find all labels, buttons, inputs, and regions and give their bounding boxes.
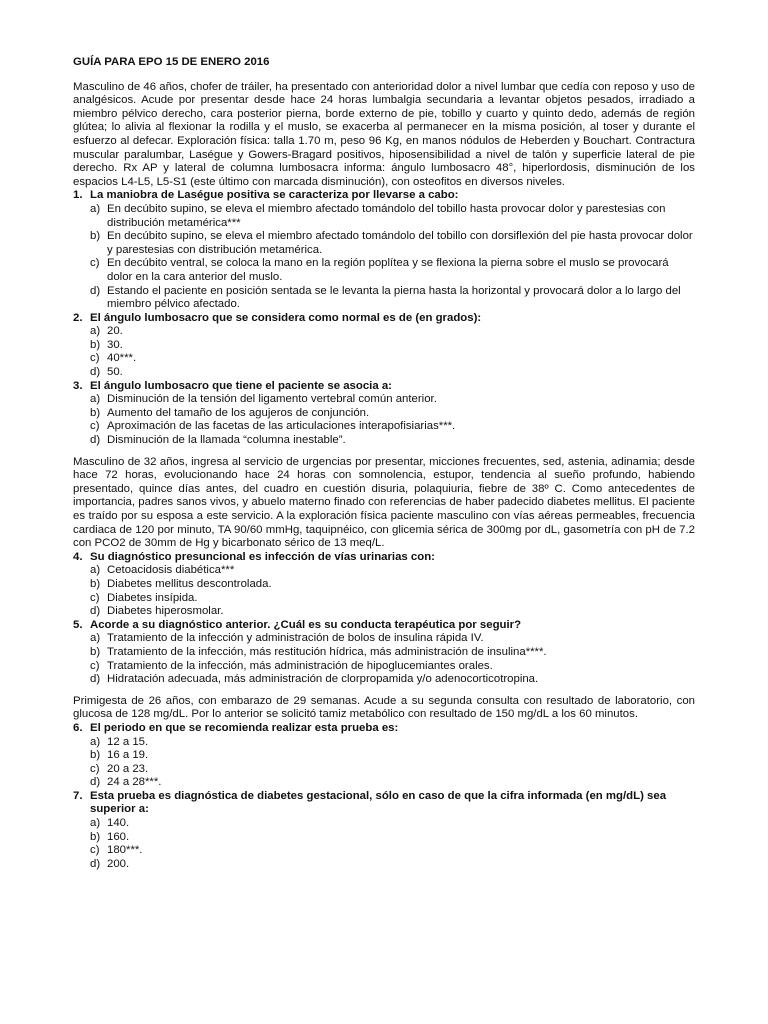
- answer-option: [90, 632, 695, 646]
- option-letter: a): [90, 632, 101, 645]
- answer-option: [90, 646, 695, 660]
- option-text: 20 a 23.: [107, 762, 149, 775]
- option-letter: b): [90, 406, 101, 419]
- answer-option: [90, 203, 695, 230]
- option-text: Tratamiento de la infección, más administración de hipoglucemiantes orales.: [107, 659, 493, 672]
- option-text: Cetoacidosis diabética***: [107, 564, 235, 577]
- option-text: En decúbito supino, se eleva el miembro afectado tomándolo del tobillo con dorsiflexión del pie hasta provocar dolor y parestesias con distribución metamérica.: [107, 230, 693, 256]
- answer-option: [90, 420, 695, 434]
- answer-option: [90, 285, 695, 312]
- option-text: Aumento del tamaño de los agujeros de conjunción.: [107, 406, 370, 419]
- option-text: Diabetes mellitus descontrolada.: [107, 577, 272, 590]
- option-text: Disminución de la tensión del ligamento vertebral común anterior.: [107, 393, 437, 406]
- answer-option: [90, 858, 695, 872]
- answer-option: [90, 605, 695, 619]
- option-letter: c): [90, 420, 100, 433]
- answer-options: [90, 393, 695, 447]
- question-number: 5.: [73, 618, 83, 631]
- option-text: Disminución de la llamada “columna inestable”.: [107, 434, 346, 447]
- option-text: 140.: [107, 817, 130, 830]
- option-letter: c): [90, 591, 100, 604]
- document-body: [73, 81, 695, 872]
- question-item: [73, 189, 695, 311]
- answer-option: [90, 673, 695, 687]
- option-text: Diabetes insípida.: [107, 591, 198, 604]
- option-text: Diabetes hiperosmolar.: [107, 605, 224, 618]
- question-text: El ángulo lumbosacro que se considera como normal es de (en grados):: [90, 311, 482, 324]
- answer-option: [90, 339, 695, 353]
- question-list: [73, 189, 695, 447]
- option-letter: b): [90, 645, 101, 658]
- option-letter: a): [90, 817, 101, 830]
- option-text: Hidratación adecuada, más administración de clorpropamida y/o adenocorticotropina.: [107, 673, 539, 686]
- option-letter: b): [90, 830, 101, 843]
- option-letter: c): [90, 257, 100, 270]
- option-letter: a): [90, 735, 101, 748]
- option-letter: d): [90, 605, 101, 618]
- question-item: [73, 380, 695, 448]
- answer-option: [90, 817, 695, 831]
- answer-options: [90, 736, 695, 790]
- question-item: [73, 551, 695, 619]
- answer-options: [90, 632, 695, 686]
- option-letter: d): [90, 366, 101, 379]
- option-letter: d): [90, 673, 101, 686]
- option-text: 200.: [107, 857, 130, 870]
- answer-option: [90, 660, 695, 674]
- answer-option: [90, 736, 695, 750]
- question-text: El ángulo lumbosacro que tiene el paciente se asocia a:: [90, 379, 392, 392]
- option-text: Tratamiento de la infección y administración de bolos de insulina rápida IV.: [107, 632, 484, 645]
- answer-option: [90, 257, 695, 284]
- option-text: En decúbito supino, se eleva el miembro afectado tomándolo del tobillo hasta provocar dolor y parestesias con distribución metamérica***: [107, 202, 666, 229]
- answer-option: [90, 564, 695, 578]
- option-letter: c): [90, 659, 100, 672]
- answer-option: [90, 325, 695, 339]
- clinical-case-text: Masculino de 46 años, chofer de tráiler, ha presentado con anterioridad dolor a nivel lumbar que cedía con reposo y uso de analgésicos. Acude por presentar desde hace 24 horas lumbalgia secundaria a levantar objetos pesados, irradiado a miembro pélvico derecho, cara posterior pierna, borde externo de pie, tobillo y cuarto y quinto dedo, además de región glútea; lo alivia al flexionar la rodilla y el muslo, se exacerba al permanecer en la misma posición, al toser y durante el esfuerzo al defecar. Exploración física: talla 1.70 m, peso 96 Kg, en manos nódulos de Heberden y Bouchart. Contractura muscular paralumbar, Laségue y Gowers-Bragard positivos, hiposensibilidad a nivel de talón y superficie lateral de pie derecho. Rx AP y lateral de columna lumbosacra informa: ángulo lumbosacro 48°, hiperlordosis, disminución de los espacios L4-L5, L5-S1 (este último con marcada disminución), con osteofitos en diversos niveles.: [73, 80, 695, 188]
- question-item: [73, 312, 695, 380]
- option-letter: b): [90, 577, 101, 590]
- option-letter: a): [90, 202, 101, 215]
- question-item: [73, 790, 695, 872]
- option-text: 180***.: [107, 844, 143, 857]
- option-letter: a): [90, 393, 101, 406]
- answer-option: [90, 366, 695, 380]
- answer-option: [90, 407, 695, 421]
- question-number: 7.: [73, 789, 83, 802]
- option-text: Aproximación de las facetas de las articulaciones interapofisiarias***.: [107, 420, 456, 433]
- option-text: 20.: [107, 325, 123, 338]
- option-text: Tratamiento de la infección, más restitución hídrica, más administración de insulina****.: [107, 645, 547, 658]
- answer-options: [90, 817, 695, 871]
- document-page: [73, 56, 695, 871]
- option-text: 24 a 28***.: [107, 776, 162, 789]
- option-letter: c): [90, 844, 100, 857]
- answer-option: [90, 352, 695, 366]
- option-letter: b): [90, 230, 101, 243]
- option-text: En decúbito ventral, se coloca la mano en la región poplítea y se flexiona la pierna sobre el muslo se provocará dolor en la cara anterior del muslo.: [107, 257, 669, 283]
- answer-option: [90, 844, 695, 858]
- option-letter: d): [90, 857, 101, 870]
- question-number: 1.: [73, 189, 83, 202]
- question-list: [73, 551, 695, 687]
- answer-option: [90, 749, 695, 763]
- option-text: 160.: [107, 830, 130, 843]
- option-text: 50.: [107, 366, 123, 379]
- question-item: [73, 722, 695, 790]
- option-letter: d): [90, 776, 101, 789]
- question-number: 4.: [73, 550, 83, 563]
- question-number: 6.: [73, 721, 83, 734]
- answer-option: [90, 393, 695, 407]
- option-letter: a): [90, 325, 101, 338]
- option-letter: c): [90, 762, 100, 775]
- option-letter: d): [90, 284, 101, 297]
- option-text: Estando el paciente en posición sentada se le levanta la pierna hasta la horizontal y provocará dolor a lo largo del miembro pélvico afectado.: [107, 284, 681, 311]
- section-gap: [73, 448, 695, 456]
- question-text: Esta prueba es diagnóstica de diabetes gestacional, sólo en caso de que la cifra informada (en mg/dL) sea superior a:: [90, 789, 667, 816]
- option-text: 30.: [107, 338, 123, 351]
- answer-options: [90, 325, 695, 379]
- answer-option: [90, 230, 695, 257]
- question-list: [73, 722, 695, 872]
- question-number: 3.: [73, 379, 83, 392]
- question-text: La maniobra de Laségue positiva se caracteriza por llevarse a cabo:: [90, 189, 459, 202]
- answer-option: [90, 831, 695, 845]
- answer-option: [90, 776, 695, 790]
- question-text: Su diagnóstico presuncional es infección de vías urinarias con:: [90, 550, 435, 563]
- question-text: Acorde a su diagnóstico anterior. ¿Cuál es su conducta terapéutica por seguir?: [90, 618, 522, 631]
- option-letter: a): [90, 564, 101, 577]
- answer-option: [90, 578, 695, 592]
- option-letter: d): [90, 434, 101, 447]
- document-title: GUÍA PARA EPO 15 DE ENERO 2016: [73, 56, 270, 68]
- option-text: 40***.: [107, 352, 137, 365]
- question-number: 2.: [73, 311, 83, 324]
- answer-options: [90, 203, 695, 312]
- option-text: 12 a 15.: [107, 735, 149, 748]
- answer-options: [90, 564, 695, 618]
- answer-option: [90, 434, 695, 448]
- option-letter: c): [90, 352, 100, 365]
- question-text: El periodo en que se recomienda realizar esta prueba es:: [90, 721, 399, 734]
- answer-option: [90, 592, 695, 606]
- option-text: 16 a 19.: [107, 749, 149, 762]
- clinical-case-text: Masculino de 32 años, ingresa al servicio de urgencias por presentar, micciones frecuentes, sed, astenia, adinamia; desde hace 72 horas, evolucionando hace 24 horas con somnolencia, estupor, tendencia al sueño profundo, habiendo presentado, quince días antes, del cuadro en cuestión disuria, polaquiuria, fiebre de 38º C. Como antecedentes de importancia, padres sanos vivos, y abuelo materno finado con referencias de haber padecido diabetes mellitus. El paciente es traído por su esposa a este servicio. A la exploración física paciente masculino con vías aéreas permeables, frecuencia cardiaca de 120 por minuto, TA 90/60 mmHg, taquipnéico, con glicemia sérica de 300mg por dL, gasometría con pH de 7.2 con PCO2 de 30mm de Hg y bicarbonato sérico de 13 meq/L.: [73, 455, 695, 550]
- question-item: [73, 619, 695, 687]
- option-letter: b): [90, 338, 101, 351]
- answer-option: [90, 763, 695, 777]
- option-letter: b): [90, 749, 101, 762]
- clinical-case-text: Primigesta de 26 años, con embarazo de 29 semanas. Acude a su segunda consulta con resultado de laboratorio, con glucosa de 128 mg/dL. Por lo anterior se solicitó tamiz metabólico con resultado de 150 mg/dL a los 60 minutos.: [73, 694, 695, 721]
- section-gap: [73, 687, 695, 695]
